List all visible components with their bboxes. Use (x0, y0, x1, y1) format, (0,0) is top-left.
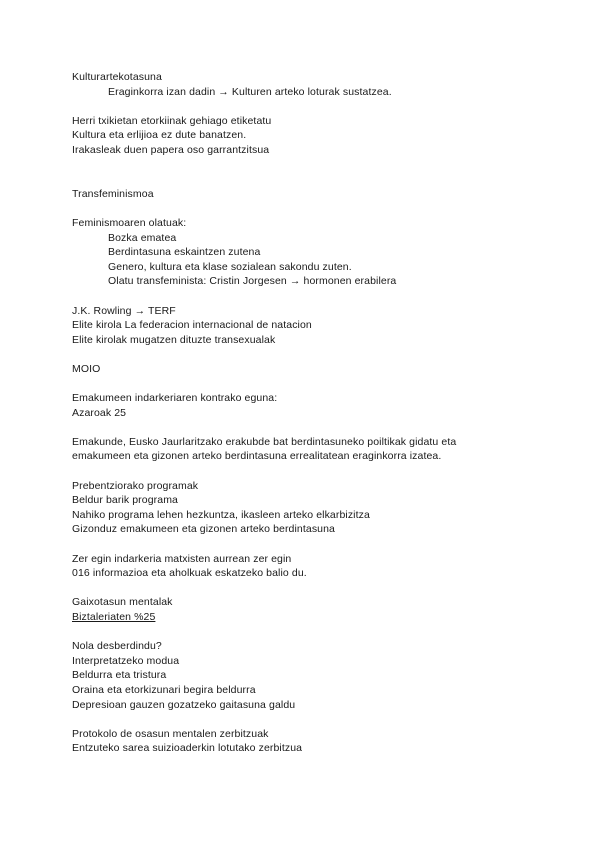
text-line: Oraina eta etorkizunari begira beldurra (72, 683, 256, 696)
spacer (72, 712, 542, 727)
spacer (72, 347, 542, 362)
text-line: J.K. Rowling → TERF (72, 304, 176, 317)
underlined-text: Biztaleriaten %25 (72, 610, 156, 623)
text-line: Zer egin indarkeria matxisten aurrean zer egin (72, 552, 292, 565)
spacer (72, 158, 542, 187)
text-line: Nola desberdindu? (72, 640, 162, 653)
text-line: Elite kirolak mugatzen dituzte transexualak (72, 333, 276, 346)
text-line: Herri txikietan etorkiinak gehiago etiketatu (72, 114, 272, 127)
spacer (72, 376, 542, 391)
text-line: Depresioan gauzen gozatzeko gaitasuna galdu (72, 698, 296, 711)
spacer (72, 289, 542, 304)
text-line: Prebentziorako programak (72, 479, 199, 492)
text-line: Elite kirola La federacion internacional de natacion (72, 319, 312, 332)
heading-kulturartekotasuna: Kulturartekotasuna (72, 71, 162, 83)
feminismo-item: Olatu transfeminista: Cristin Jorgesen → hormonen erabilera (108, 275, 397, 288)
text-line: Irakasleak duen papera oso garrantzitsua (72, 143, 270, 156)
spacer (72, 625, 542, 640)
feminismo-item: Berdintasuna eskaintzen zutena (108, 246, 261, 259)
feminismo-item: Genero, kultura eta klase sozialean sakondu zuten. (108, 260, 352, 273)
spacer (72, 420, 542, 435)
kulturartekotasuna-subline: Eraginkorra izan dadin → Kulturen arteko loturak sustatzea. (108, 85, 392, 98)
text-line: Azaroak 25 (72, 406, 127, 419)
heading-gaixotasun: Gaixotasun mentalak (72, 596, 173, 609)
text-line: Beldurra eta tristura (72, 669, 167, 682)
text-line: Kultura eta erlijioa ez dute banatzen. (72, 129, 247, 142)
text-line: Emakunde, Eusko Jaurlaritzako erakubde bat berdintasuneko poiltikak gidatu eta (72, 435, 457, 448)
text-line: Beldur barik programa (72, 494, 178, 507)
text-line: Gizonduz emakumeen eta gizonen arteko berdintasuna (72, 523, 335, 536)
text-line: Emakumeen indarkeriaren kontrako eguna: (72, 392, 278, 405)
text-line: 016 informazioa eta aholkuak eskatzeko balio du. (72, 567, 307, 580)
text-line: Nahiko programa lehen hezkuntza, ikasleen arteko elkarbizitza (72, 508, 370, 521)
heading-transfeminismoa: Transfeminismoa (72, 187, 154, 200)
feminismo-item: Bozka ematea (108, 231, 177, 244)
text-line: Entzuteko sarea suizioaderkin lotutako zerbitzua (72, 742, 303, 755)
heading-feminismo: Feminismoaren olatuak: (72, 216, 187, 229)
heading-moio: MOIO (72, 362, 101, 375)
spacer (72, 537, 542, 552)
text-line: Protokolo de osasun mentalen zerbitzuak (72, 727, 269, 740)
text-line: Interpretatzeko modua (72, 654, 180, 667)
spacer (72, 464, 542, 479)
text-line: emakumeen eta gizonen arteko berdintasuna errealitatean eraginkorra izatea. (72, 450, 442, 463)
spacer (72, 99, 542, 114)
spacer (72, 201, 542, 216)
spacer (72, 581, 542, 596)
document-page (72, 70, 542, 756)
